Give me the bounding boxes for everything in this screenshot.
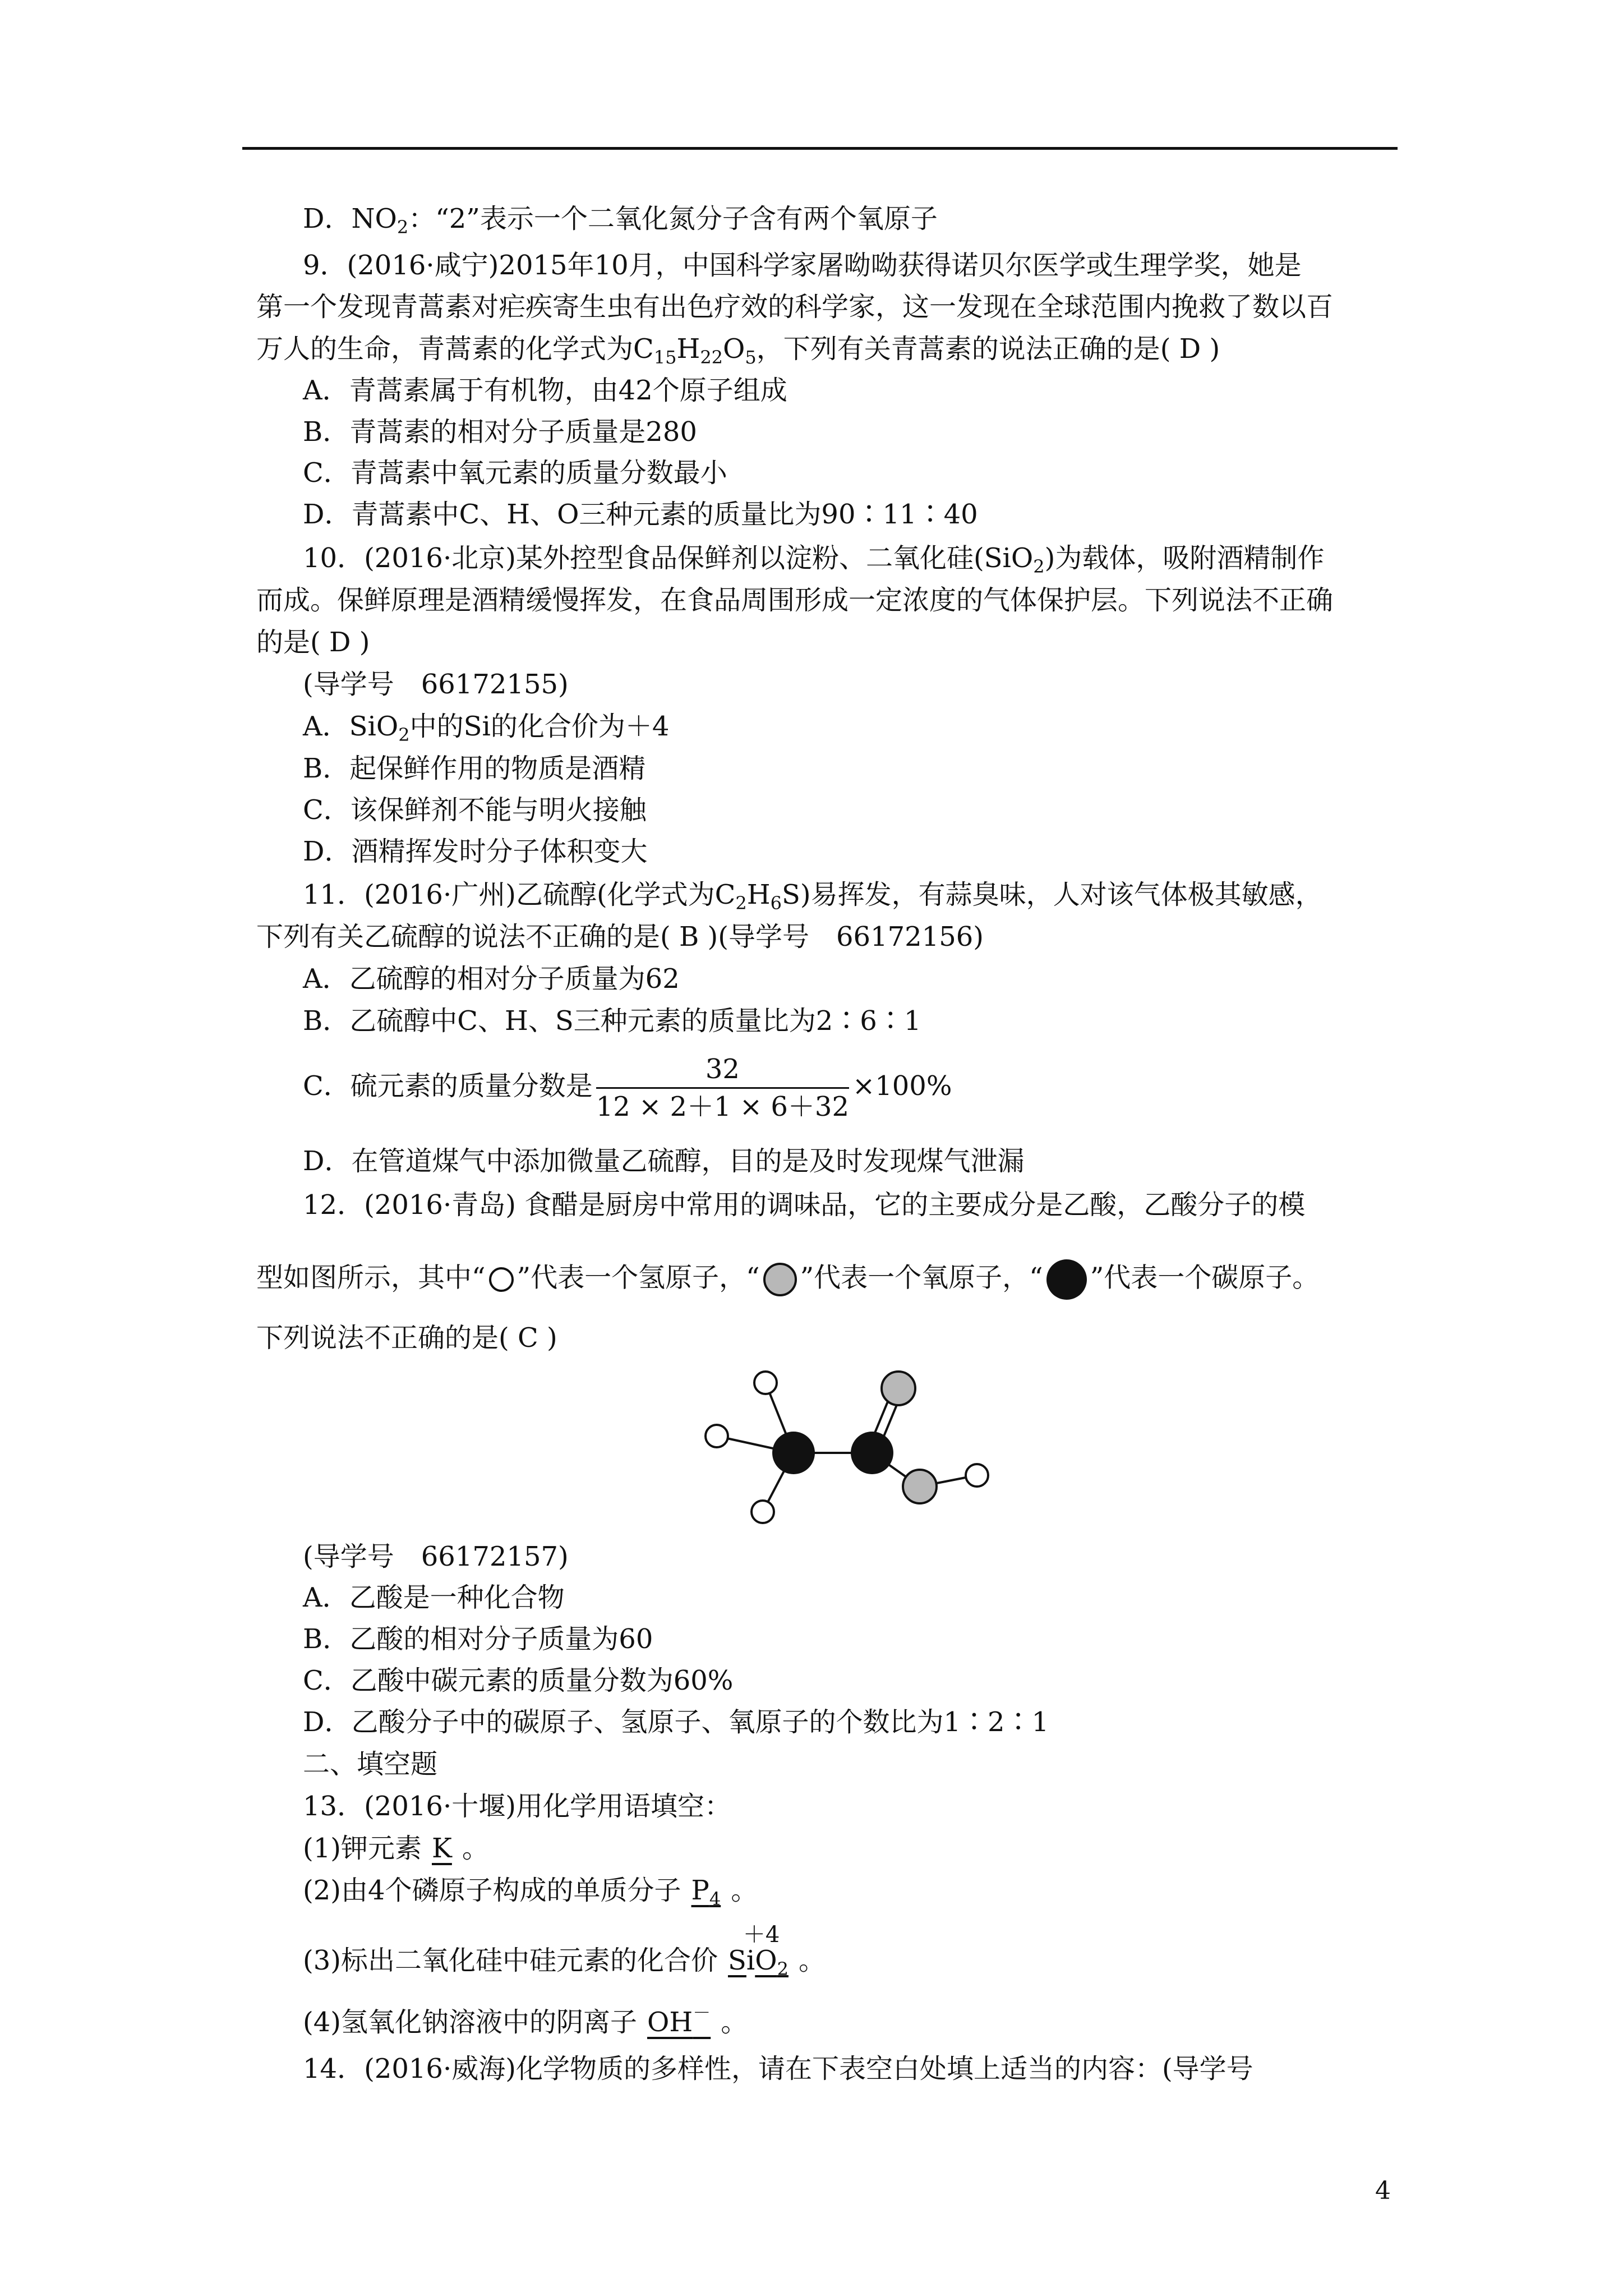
q9-option-c: C．青蒿素中氧元素的质量分数最小 (303, 457, 727, 489)
carbon-atom-icon (1046, 1259, 1087, 1300)
oxygen-atom-1 (882, 1372, 915, 1405)
acetic-acid-molecule-diagram (690, 1352, 1026, 1537)
q9-option-a: A．青蒿素属于有机物，由42个原子组成 (303, 375, 787, 406)
q10-option-b: B．起保鲜作用的物质是酒精 (303, 753, 646, 784)
q13-part2: (2)由4个磷原子构成的单质分子 $P_4$ 。 (303, 1875, 758, 1910)
q9-stem-line3: 万人的生命，青蒿素的化学式为$C_{15}H_{22}O_5$，下列有关青蒿素的说法正确的是( D ) (256, 333, 1220, 368)
hydrogen-atom-3 (751, 1501, 774, 1523)
section-heading-fill-in: 二、填空题 (303, 1749, 438, 1780)
q11-stem-line1: 11．(2016·广州)乙硫醇(化学式为$C_2H_6S$)易挥发，有蒜臭味，人对该气体极其敏感， (303, 879, 1322, 914)
q12-stem-line3: 下列说法不正确的是( C ) (256, 1322, 557, 1354)
q11-stem-line2: 下列有关乙硫醇的说法不正确的是( B )(导学号 66172156) (256, 921, 984, 953)
q9-stem-line2: 第一个发现青蒿素对疟疾寄生虫有出色疗效的科学家，这一发现在全球范围内挽救了数以百 (256, 291, 1334, 323)
oxygen-atom-icon (763, 1263, 797, 1296)
q13-answer-1: K (432, 1833, 452, 1864)
q12-stem-line1: 12．(2016·青岛) 食醋是厨房中常用的调味品，它的主要成分是乙酸，乙酸分子的模 (303, 1189, 1306, 1221)
q12-guide-number: (导学号 66172157) (303, 1541, 569, 1572)
hydrogen-atom-4 (966, 1464, 988, 1487)
q9-stem-line1: 9．(2016·咸宁)2015年10月，中国科学家屠呦呦获得诺贝尔医学或生理学奖，她是 (303, 250, 1302, 281)
q13-part1: (1)钾元素 K 。 (303, 1833, 489, 1864)
q10-option-d: D．酒精挥发时分子体积变大 (303, 836, 648, 867)
q12-option-b: B．乙酸的相对分子质量为60 (303, 1623, 653, 1655)
q11-option-b: B．乙硫醇中C、H、S三种元素的质量比为2∶6∶1 (303, 1005, 921, 1037)
hydrogen-atom-2 (706, 1425, 728, 1447)
q13-part3: (3)标出二氧化硅中硅元素的化合价 S ＋4 $iO_2$ 。 (303, 1922, 826, 1980)
q10-option-c: C．该保鲜剂不能与明火接触 (303, 794, 647, 826)
q10-stem-line3: 的是( D ) (256, 627, 370, 658)
q11-option-a: A．乙硫醇的相对分子质量为62 (303, 963, 680, 995)
q12-option-c: C．乙酸中碳元素的质量分数为60% (303, 1665, 734, 1696)
q12-option-d: D．乙酸分子中的碳原子、氢原子、氧原子的个数比为1∶2∶1 (303, 1706, 1049, 1738)
q13-answer-4: OH－ (647, 2002, 711, 2038)
q10-guide-number: (导学号 66172155) (303, 669, 569, 700)
q9-option-d: D．青蒿素中C、H、O三种元素的质量比为90∶11∶40 (303, 499, 978, 530)
oxygen-atom-2 (903, 1470, 937, 1503)
q14-stem: 14．(2016·威海)化学物质的多样性，请在下表空白处填上适当的内容：(导学号 (303, 2053, 1253, 2085)
header-rule (242, 147, 1398, 150)
hydrogen-atom-icon (489, 1267, 514, 1292)
carbon-atom-1 (772, 1432, 815, 1474)
q10-option-a: A．SiO$_2$中的Si的化合价为＋4 (303, 711, 670, 746)
q11-option-d: D．在管道煤气中添加微量乙硫醇，目的是及时发现煤气泄漏 (303, 1145, 1025, 1177)
q10-stem-line1: 10．(2016·北京)某外控型食品保鲜剂以淀粉、二氧化硅(SiO$_2$)为载体，吸附酒精制作 (303, 542, 1325, 577)
page-number: 4 (1375, 2177, 1391, 2205)
q9-option-b: B．青蒿素的相对分子质量是280 (303, 416, 697, 448)
q13-part4: (4)氢氧化钠溶液中的阴离子 OH－ 。 (303, 2002, 748, 2038)
q8-option-d: D．$NO_2$：“2”表示一个二氧化氮分子含有两个氧原子 (303, 203, 938, 238)
q12-option-a: A．乙酸是一种化合物 (303, 1582, 565, 1613)
q12-stem-line2: 型如图所示，其中“ ”代表一个氢原子，“ ”代表一个氧原子，“ ”代表一个碳原子。 (256, 1259, 1319, 1300)
q10-stem-line2: 而成。保鲜原理是酒精缓慢挥发，在食品周围形成一定浓度的气体保护层。下列说法不正确 (256, 585, 1334, 616)
q13-stem: 13．(2016·十堰)用化学用语填空： (303, 1791, 731, 1822)
q13-answer-3: S ＋4 $iO_2$ (728, 1922, 789, 1980)
mass-fraction-formula: $\frac{32}{12 \times 2+1 \times 6+32}$ (596, 1053, 849, 1122)
hydrogen-atom-1 (754, 1372, 777, 1394)
carbon-atom-2 (851, 1432, 893, 1474)
molecule-bonds (717, 1383, 977, 1512)
q13-answer-2: $P_4$ (691, 1875, 721, 1910)
q11-option-c: C．硫元素的质量分数是 $\frac{32}{12 \times 2+1 \times 6+32}$ ×100% (303, 1053, 952, 1122)
